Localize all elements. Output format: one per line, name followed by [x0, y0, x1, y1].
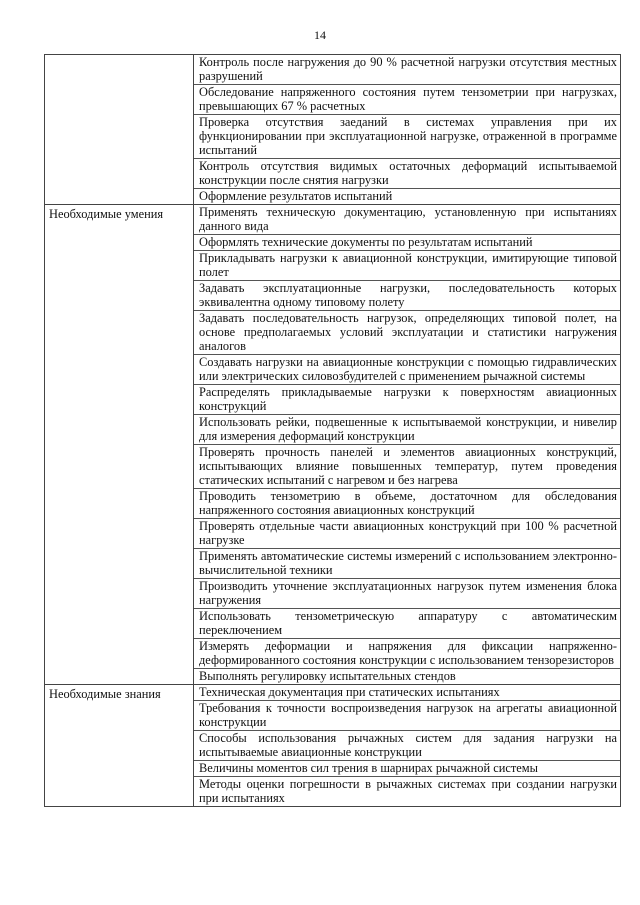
- section-items: [194, 55, 621, 205]
- requirement-item: Распределять прикладываемые нагрузки к поверхностям авиационных конструкций: [194, 385, 620, 415]
- section-row: [45, 205, 621, 685]
- requirement-item: Контроль отсутствия видимых остаточных деформаций испытываемой конструкции после снятия нагрузки: [194, 159, 620, 189]
- page-number: 14: [314, 28, 326, 42]
- requirement-item: Оформление результатов испытаний: [199, 189, 393, 203]
- section-row: [45, 685, 621, 807]
- requirement-item: Проверять прочность панелей и элементов авиационных конструкций, испытывающих влияние повышенных температур, путем проведения статических испытаний с нагревом и без нагрева: [194, 445, 620, 489]
- requirement-item: Методы оценки погрешности в рычажных системах при создании нагрузки при испытаниях: [199, 777, 617, 805]
- requirement-item: Производить уточнение эксплуатационных нагрузок путем изменения блока нагружения: [194, 579, 620, 609]
- section-label: [45, 55, 194, 205]
- requirement-item: Применять автоматические системы измерений с использованием электронно-вычислительной техники: [194, 549, 620, 579]
- requirement-item: Использовать рейки, подвешенные к испытываемой конструкции, и нивелир для измерения деформаций конструкции: [194, 415, 620, 445]
- section-label: Необходимые умения: [45, 205, 194, 685]
- requirement-item: Контроль после нагружения до 90 % расчетной нагрузки отсутствия местных разрушений: [194, 55, 620, 85]
- requirement-item: Измерять деформации и напряжения для фиксации напряженно-деформированного состояния конструкции с использованием тензорезисторов: [194, 639, 620, 669]
- section-items: [194, 685, 621, 807]
- requirement-item: Использовать тензометрическую аппаратуру с автоматическим переключением: [194, 609, 620, 639]
- section-label: Необходимые знания: [45, 685, 194, 807]
- requirement-item: Создавать нагрузки на авиационные конструкции с помощью гидравлических или электрических силовозбудителей с применением рычажной системы: [194, 355, 620, 385]
- requirement-item: Обследование напряженного состояния путем тензометрии при нагрузках, превышающих 67 % расчетных: [194, 85, 620, 115]
- requirement-item: Оформлять технические документы по результатам испытаний: [194, 235, 620, 251]
- requirement-item: Техническая документация при статических испытаниях: [194, 685, 620, 701]
- requirement-item: Способы использования рычажных систем для задания нагрузки на испытываемые авиационные конструкции: [194, 731, 620, 761]
- requirement-item: Требования к точности воспроизведения нагрузок на агрегаты авиационной конструкции: [194, 701, 620, 731]
- requirements-table: [44, 54, 621, 807]
- requirement-item: Величины моментов сил трения в шарнирах рычажной системы: [194, 761, 620, 777]
- requirement-item: Проводить тензометрию в объеме, достаточном для обследования напряженного состояния авиационных конструкций: [194, 489, 620, 519]
- requirement-item: Проверка отсутствия заеданий в системах управления при их функционировании при эксплуатационной нагрузке, отраженной в программе испытаний: [194, 115, 620, 159]
- section-items: [194, 205, 621, 685]
- requirement-item: Применять техническую документацию, установленную при испытаниях данного вида: [194, 205, 620, 235]
- requirement-item: Проверять отдельные части авиационных конструкций при 100 % расчетной нагрузке: [194, 519, 620, 549]
- requirement-item: Прикладывать нагрузки к авиационной конструкции, имитирующие типовой полет: [194, 251, 620, 281]
- requirement-item: Задавать эксплуатационные нагрузки, последовательность которых эквивалентна одному типовому полету: [194, 281, 620, 311]
- requirement-item: Задавать последовательность нагрузок, определяющих типовой полет, на основе предполагаемых условий эксплуатации и статистики нагружения аналогов: [194, 311, 620, 355]
- section-row: [45, 55, 621, 205]
- requirement-item: Выполнять регулировку испытательных стендов: [199, 669, 456, 683]
